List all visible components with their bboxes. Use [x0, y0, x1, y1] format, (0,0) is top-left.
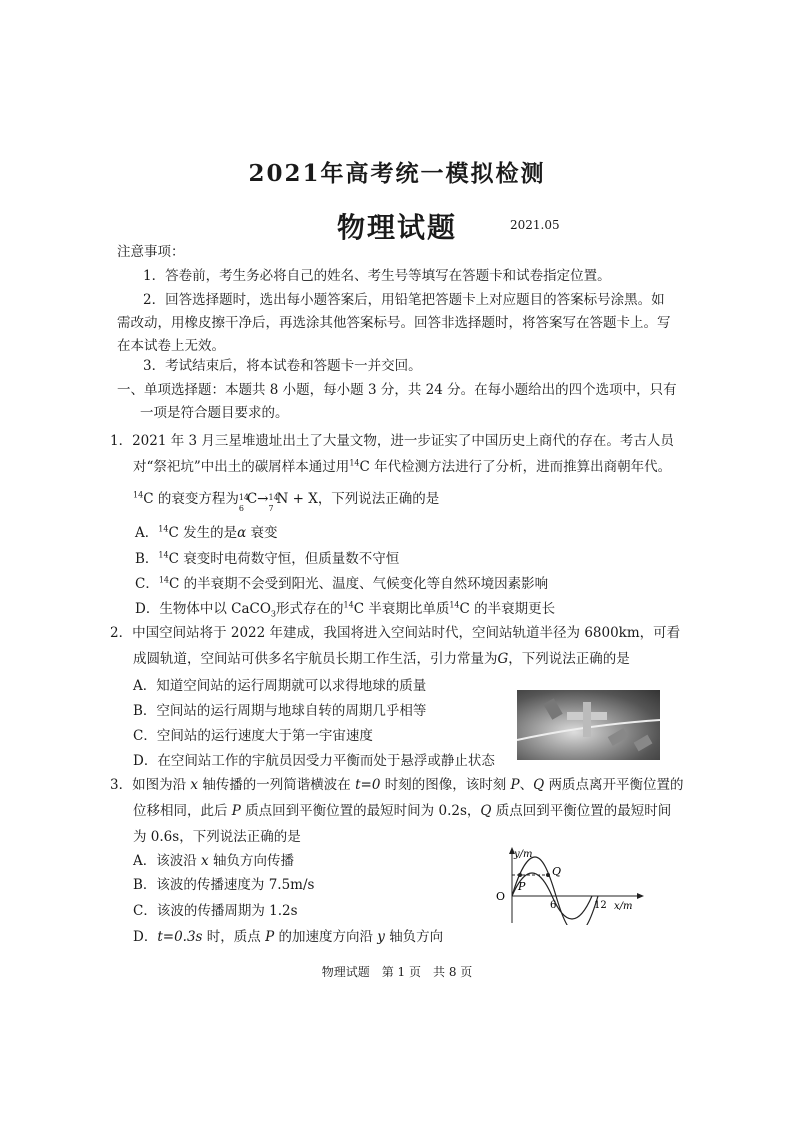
p-label: P	[518, 880, 526, 893]
point-p	[518, 873, 522, 877]
point-q	[546, 873, 550, 877]
q1-equation: $^{14}$C 的衰变方程为 14 6 C→ 14 7 N + X，下列说法正确的是	[133, 490, 440, 513]
y-label: y/m	[514, 849, 533, 860]
q2-stem-1: 2．中国空间站将于 2022 年建成，我国将进入空间站时代，空间站轨道半径为 6800km，可看	[110, 625, 681, 641]
x-label: x/m	[614, 901, 633, 912]
q3-option-a: A．该波沿 x 轴负方向传播	[133, 853, 294, 869]
space-station-illustration	[517, 690, 660, 760]
q3-option-b: B．该波的传播速度为 7.5m/s	[133, 877, 315, 893]
q3-stem-2: 位移相同，此后 P 质点回到平衡位置的最短时间为 0.2s，Q 质点回到平衡位置的最短时间	[133, 803, 672, 819]
q1-option-d: D．生物体中以 CaCO$_3$形式存在的$^{14}$C 半衰期比单质$^{14}$C 的半衰期更长	[135, 600, 556, 619]
origin-label: O	[496, 890, 506, 903]
q3-stem-3: 为 0.6s，下列说法正确的是	[133, 829, 301, 845]
note-2: 2．回答选择题时，选出每小题答案后，用铅笔把答题卡上对应题目的答案标号涂黑。如	[143, 292, 665, 308]
subject-title: 物理试题	[336, 211, 457, 244]
q1-option-b: B．$^{14}$C 衰变时电荷数守恒，但质量数不守恒	[135, 550, 400, 567]
x-axis-arrow-icon	[637, 893, 644, 899]
note-2-cont: 需改动，用橡皮擦干净后，再选涂其他答案标号。回答非选择题时，将答案写在答题卡上。写	[117, 315, 671, 331]
q1-stem-2: 对“祭祀坑”中出土的碳屑样本通过用$^{14}$C 年代检测方法进行了分析，进而推算出商朝年代。	[133, 458, 672, 475]
exam-title: 2021年高考统一模拟检测	[248, 160, 546, 187]
q2-option-b: B．空间站的运行周期与地球自转的周期几乎相等	[133, 703, 427, 719]
q2-stem-2: 成圆轨道，空间站可供多名宇航员长期工作生活，引力常量为G，下列说法正确的是	[133, 651, 630, 667]
tick-12: 12	[594, 900, 607, 911]
wave-graph	[490, 845, 650, 925]
space-station-photo	[517, 690, 660, 760]
q2-option-c: C．空间站的运行速度大于第一宇宙速度	[133, 728, 373, 744]
section-heading: 一、单项选择题：本题共 8 小题，每小题 3 分，共 24 分。在每小题给出的四个选项中，只有	[117, 382, 677, 398]
q2-option-a: A．知道空间站的运行周期就可以求得地球的质量	[133, 678, 427, 694]
q3-option-c: C．该波的传播周期为 1.2s	[133, 903, 298, 919]
tick-6: 6	[550, 900, 557, 911]
page-footer: 物理试题 第 1 页 共 8 页	[321, 965, 473, 979]
exam-date: 2021.05	[510, 218, 560, 232]
q3-option-d: D．t=0.3s 时，质点 P 的加速度方向沿 y 轴负方向	[133, 929, 444, 945]
q-label: Q	[552, 865, 562, 878]
q2-option-d: D．在空间站工作的宇航员因受力平衡而处于悬浮或静止状态	[133, 753, 495, 769]
q1-option-a: A．$^{14}$C 发生的是α 衰变	[135, 524, 278, 541]
note-1: 1．答卷前，考生务必将自己的姓名、考生号等填写在答题卡和试卷指定位置。	[143, 268, 611, 284]
note-2-cont2: 在本试卷上无效。	[117, 338, 225, 354]
section-heading-cont: 一项是符合题目要求的。	[140, 405, 289, 421]
q1-option-c: C．$^{14}$C 的半衰期不会受到阳光、温度、气候变化等自然环境因素影响	[135, 575, 549, 592]
notes-heading: 注意事项：	[117, 244, 185, 260]
q3-stem-1: 3．如图为沿 x 轴传播的一列简谐横波在 t=0 时刻的图像，该时刻 P、Q 两质点离开平衡位置的	[110, 777, 684, 793]
q1-stem-1: 1．2021 年 3 月三星堆遗址出土了大量文物，进一步证实了中国历史上商代的存在。考古人员	[110, 433, 674, 449]
note-3: 3．考试结束后，将本试卷和答题卡一并交回。	[143, 358, 422, 374]
